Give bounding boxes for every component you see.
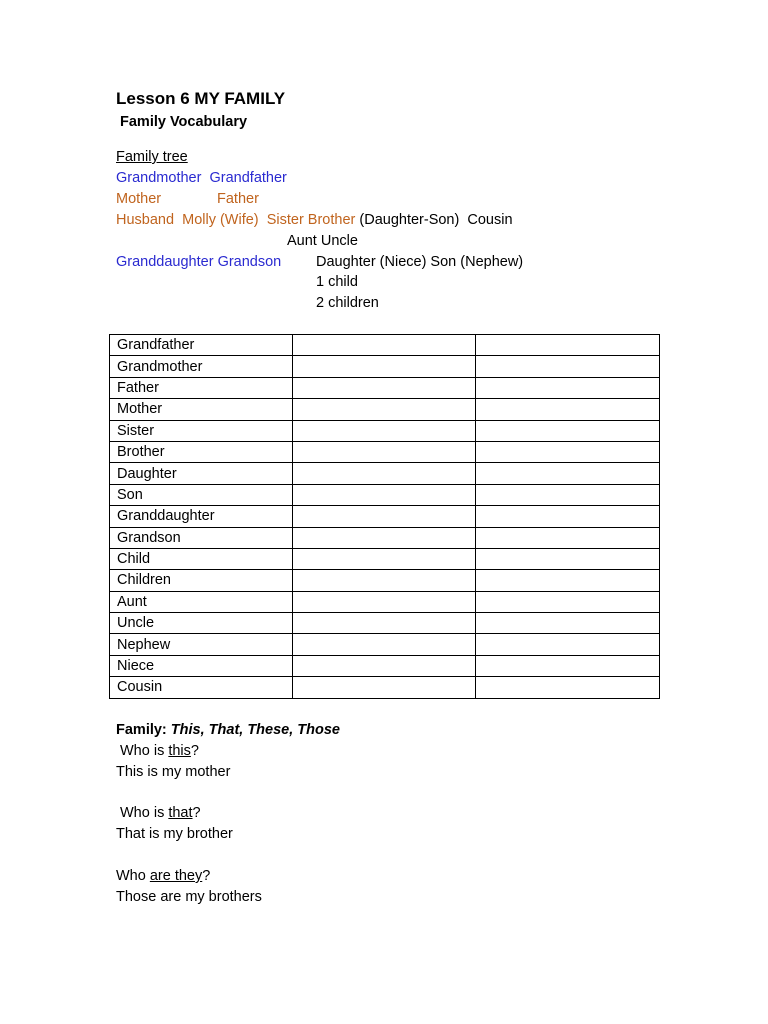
family-tree-heading: Family tree (116, 149, 188, 165)
page-title: Lesson 6 MY FAMILY (116, 89, 286, 108)
blank-answer-cell[interactable] (293, 399, 476, 420)
blank-answer-cell[interactable] (293, 634, 476, 655)
blank-answer-cell[interactable] (293, 591, 476, 612)
blank-answer-cell[interactable] (293, 356, 476, 377)
table-row (110, 484, 660, 505)
blank-answer-cell[interactable] (293, 655, 476, 676)
question-3-prefix: Who (116, 868, 150, 884)
sister-brother-label: Sister Brother (266, 212, 356, 228)
grandchildren-label: Granddaughter Grandson (116, 254, 282, 270)
vocab-term-cell: Granddaughter (110, 506, 293, 527)
grandfather-label: Grandfather (209, 170, 287, 186)
table-row (110, 677, 660, 698)
blank-answer-cell[interactable] (293, 527, 476, 548)
table-row (110, 634, 660, 655)
mother-label: Mother (116, 191, 162, 207)
aunt-uncle-label: Aunt Uncle (287, 233, 358, 249)
question-1-prefix: Who is (120, 743, 169, 759)
answer-3: Those are my brothers (116, 889, 262, 905)
table-row (110, 613, 660, 634)
table-row (110, 335, 660, 356)
answer-1: This is my mother (116, 764, 231, 780)
question-1 (120, 741, 199, 762)
table-row (110, 377, 660, 398)
question-2-suffix: ? (192, 805, 201, 821)
question-1-suffix: ? (190, 743, 199, 759)
table-row (110, 399, 660, 420)
family-tree-line-1 (116, 168, 287, 189)
daughter-son-label: (Daughter-Son) (359, 212, 460, 228)
vocab-term-cell: Niece (110, 655, 293, 676)
father-label: Father (217, 191, 259, 207)
question-2-prefix: Who is (120, 805, 169, 821)
two-children-label: 2 children (316, 295, 379, 311)
blank-answer-cell[interactable] (476, 527, 660, 548)
question-2-word: that (168, 805, 193, 821)
demonstratives-label: Family: (116, 722, 167, 738)
blank-answer-cell[interactable] (293, 484, 476, 505)
question-1-word: this (168, 743, 191, 759)
vocab-term-cell: Children (110, 570, 293, 591)
blank-answer-cell[interactable] (293, 548, 476, 569)
vocab-term-cell: Sister (110, 420, 293, 441)
blank-answer-cell[interactable] (476, 506, 660, 527)
blank-answer-cell[interactable] (476, 655, 660, 676)
blank-answer-cell[interactable] (293, 463, 476, 484)
question-3-word: are they (149, 868, 203, 884)
table-row (110, 655, 660, 676)
blank-answer-cell[interactable] (476, 484, 660, 505)
question-3-suffix: ? (202, 868, 211, 884)
table-row (110, 591, 660, 612)
vocab-term-cell: Child (110, 548, 293, 569)
blank-answer-cell[interactable] (476, 634, 660, 655)
blank-answer-cell[interactable] (476, 591, 660, 612)
vocab-term-cell: Nephew (110, 634, 293, 655)
table-row (110, 356, 660, 377)
vocab-term-cell: Grandfather (110, 335, 293, 356)
vocab-term-cell: Father (110, 377, 293, 398)
table-row (110, 463, 660, 484)
vocab-term-cell: Cousin (110, 677, 293, 698)
blank-answer-cell[interactable] (476, 613, 660, 634)
blank-answer-cell[interactable] (476, 548, 660, 569)
blank-answer-cell[interactable] (293, 441, 476, 462)
blank-answer-cell[interactable] (476, 399, 660, 420)
grandmother-label: Grandmother (116, 170, 202, 186)
blank-answer-cell[interactable] (293, 335, 476, 356)
vocab-term-cell: Grandmother (110, 356, 293, 377)
blank-answer-cell[interactable] (293, 570, 476, 591)
question-2 (120, 803, 201, 824)
one-child-label: 1 child (316, 274, 358, 290)
blank-answer-cell[interactable] (476, 377, 660, 398)
blank-answer-cell[interactable] (476, 463, 660, 484)
page-subtitle: Family Vocabulary (120, 114, 248, 130)
vocab-term-cell: Mother (110, 399, 293, 420)
question-3 (116, 866, 210, 887)
vocab-term-cell: Aunt (110, 591, 293, 612)
table-row (110, 570, 660, 591)
blank-answer-cell[interactable] (476, 441, 660, 462)
vocab-term-cell: Daughter (110, 463, 293, 484)
vocab-term-cell: Son (110, 484, 293, 505)
blank-answer-cell[interactable] (293, 677, 476, 698)
family-tree-line-3 (116, 210, 513, 231)
table-row (110, 420, 660, 441)
niece-nephew-label: Daughter (Niece) Son (Nephew) (316, 254, 524, 270)
demonstratives-heading (116, 720, 340, 741)
vocab-term-cell: Uncle (110, 613, 293, 634)
table-row (110, 441, 660, 462)
blank-answer-cell[interactable] (293, 377, 476, 398)
family-tree-line-5 (116, 252, 281, 273)
vocabulary-table (109, 334, 660, 699)
family-tree-line-2 (116, 189, 161, 210)
vocab-term-cell: Brother (110, 441, 293, 462)
blank-answer-cell[interactable] (476, 335, 660, 356)
wife-label: Molly (Wife) (182, 212, 259, 228)
answer-2: That is my brother (116, 826, 233, 842)
table-row (110, 548, 660, 569)
blank-answer-cell[interactable] (476, 677, 660, 698)
blank-answer-cell[interactable] (476, 420, 660, 441)
demonstratives-words: This, That, These, Those (170, 722, 340, 738)
blank-answer-cell[interactable] (476, 356, 660, 377)
blank-answer-cell[interactable] (293, 506, 476, 527)
blank-answer-cell[interactable] (293, 420, 476, 441)
blank-answer-cell[interactable] (293, 613, 476, 634)
blank-answer-cell[interactable] (476, 570, 660, 591)
cousin-label: Cousin (467, 212, 513, 228)
vocab-term-cell: Grandson (110, 527, 293, 548)
husband-label: Husband (116, 212, 175, 228)
table-row (110, 506, 660, 527)
table-row (110, 527, 660, 548)
vocabulary-table-body (110, 335, 660, 699)
